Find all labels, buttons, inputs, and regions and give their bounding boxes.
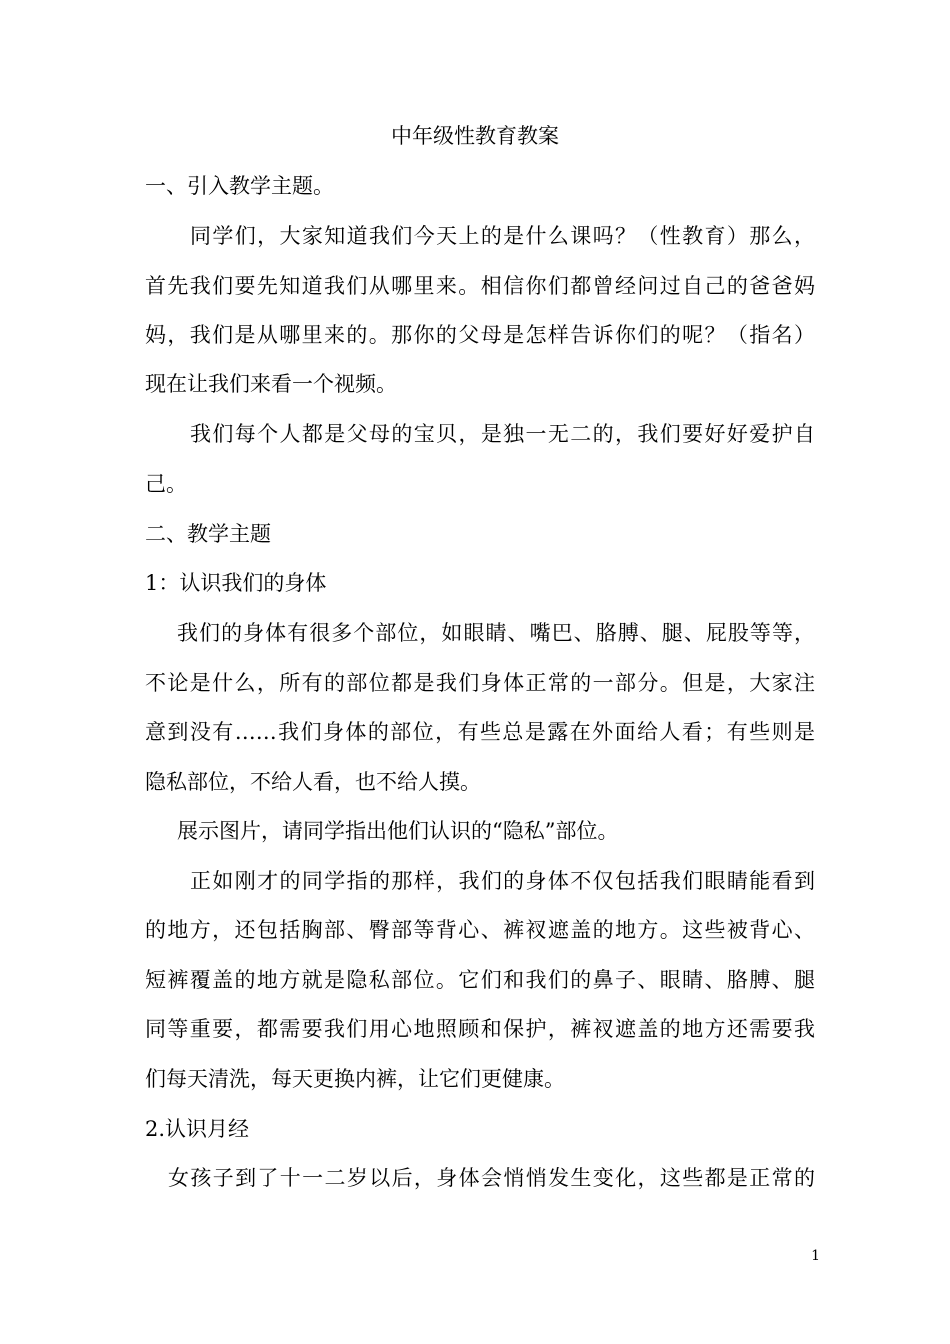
paragraph-line: 同等重要，都需要我们用心地照顾和保护，裤衩遮盖的地方还需要我	[145, 1017, 815, 1041]
paragraph-line: 同学们，大家知道我们今天上的是什么课吗？（性教育）那么，	[190, 224, 815, 248]
paragraph-line: 现在让我们来看一个视频。	[145, 372, 397, 396]
paragraph-line: 首先我们要先知道我们从哪里来。相信你们都曾经问过自己的爸爸妈	[145, 274, 815, 298]
paragraph-line: 我们的身体有很多个部位，如眼睛、嘴巴、胳膊、腿、屁股等等，	[177, 621, 815, 645]
paragraph-line: 妈，我们是从哪里来的。那你的父母是怎样告诉你们的呢？（指名）	[145, 323, 815, 347]
paragraph-line: 意到没有……我们身体的部位，有些总是露在外面给人看；有些则是	[145, 720, 815, 744]
subsection-heading-menstruation: 2.认识月经	[145, 1117, 250, 1141]
paragraph-line: 的地方，还包括胸部、臀部等背心、裤衩遮盖的地方。这些被背心、	[145, 918, 815, 942]
paragraph-line: 女孩子到了十一二岁以后，身体会悄悄发生变化，这些都是正常的	[168, 1166, 815, 1190]
paragraph-line: 不论是什么，所有的部位都是我们身体正常的一部分。但是，大家注	[145, 671, 815, 695]
paragraph-line: 我们每个人都是父母的宝贝，是独一无二的，我们要好好爱护自	[190, 422, 815, 446]
paragraph-line: 展示图片，请同学指出他们认识的“隐私”部位。	[177, 819, 619, 843]
section-heading-main: 二、教学主题	[145, 522, 271, 546]
paragraph-line: 短裤覆盖的地方就是隐私部位。它们和我们的鼻子、眼睛、胳膊、腿	[145, 968, 815, 992]
page-title: 中年级性教育教案	[391, 124, 559, 148]
paragraph-line: 正如刚才的同学指的那样，我们的身体不仅包括我们眼睛能看到	[190, 869, 815, 893]
page-number: 1	[811, 1248, 820, 1264]
paragraph-line: 己。	[145, 472, 187, 496]
paragraph-line: 们每天清洗，每天更换内裤，让它们更健康。	[145, 1067, 565, 1091]
subsection-heading-body: 1：认识我们的身体	[145, 571, 327, 595]
section-heading-intro: 一、引入教学主题。	[145, 174, 334, 198]
paragraph-line: 隐私部位，不给人看，也不给人摸。	[145, 770, 481, 794]
